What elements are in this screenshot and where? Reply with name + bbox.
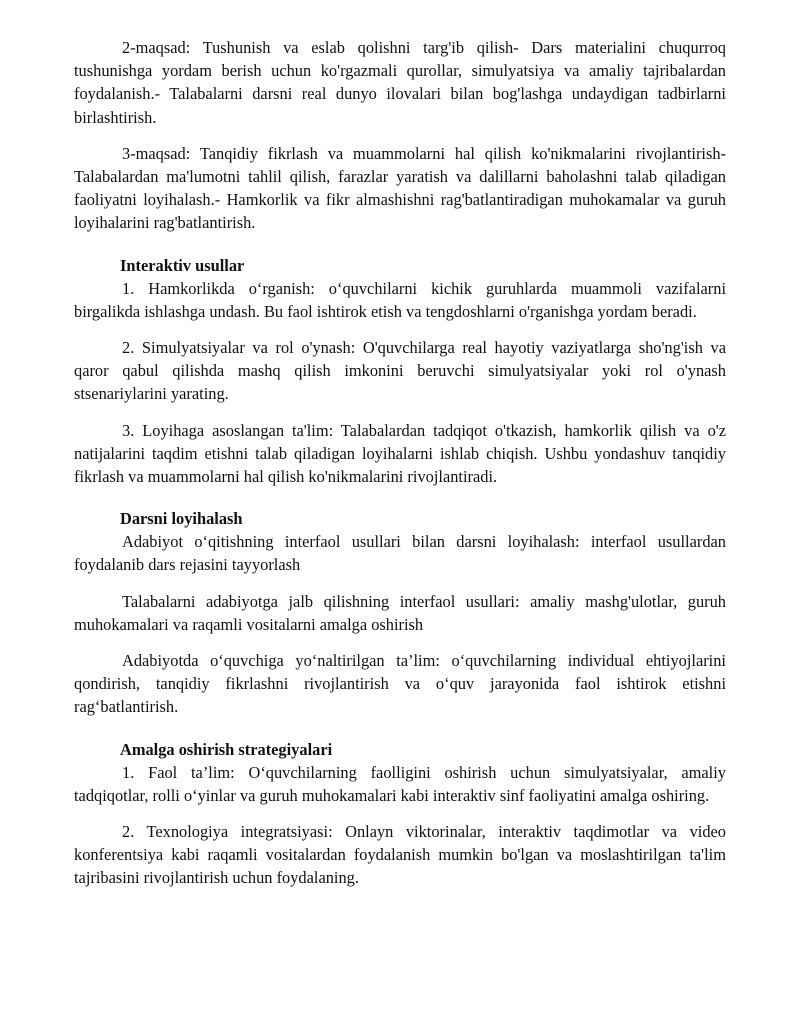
lesson-design-heading: Darsni loyihalash	[120, 509, 243, 529]
interactive-methods-heading: Interaktiv usullar	[120, 255, 245, 275]
goal-2-paragraph: 2-maqsad: Tushunish va eslab qolishni targ'ib qilish- Dars materialini chuqurroq tushunishga yordam berish uchun ko'rgazmali qurollar, simulyatsiya va amaliy tajribalardan foydalanish.- Talabalarni darsni real dunyo ilovalari bilan bog'lashga undaydigan tadbirlarni birlashtirish.	[74, 38, 726, 127]
strategy-item-1: 1. Faol ta’lim: O‘quvchilarning faolligini oshirish uchun simulyatsiyalar, amaliy tadqiqotlar, rolli o‘yinlar va guruh muhokamalari kabi interaktiv sinf faoliyatini amalga oshiring.	[74, 762, 726, 805]
lesson-design-paragraph-1: Adabiyot o‘qitishning interfaol usullari bilan darsni loyihalash: interfaol usullardan foydalanib dars rejasini tayyorlash	[74, 532, 726, 575]
strategy-item-2: 2. Texnologiya integratsiyasi: Onlayn viktorinalar, interaktiv taqdimotlar va video konferentsiya kabi raqamli vositalardan foydalanish mumkin bo'lgan va moslashtirilgan ta'lim tajribasini rivojlantirish uchun foydalaning.	[74, 822, 726, 888]
goal-3-paragraph: 3-maqsad: Tanqidiy fikrlash va muammolarni hal qilish ko'nikmalarini rivojlantirish- Talabalardan ma'lumotni tahlil qilish, farazlar yaratish va dalillarni baholashni talab qiladigan faoliyatni loyihalash.- Hamkorlik va fikr almashishni rag'batlantiradigan muhokamalar va guruh loyihalarini rag'batlantirish.	[74, 143, 726, 233]
lesson-design-paragraph-2: Talabalarni adabiyotga jalb qilishning interfaol usullari: amaliy mashg'ulotlar, guruh muhokamalari va raqamli vositalarni amalga oshirish	[74, 591, 726, 634]
interactive-item-3: 3. Loyihaga asoslangan ta'lim: Talabalardan tadqiqot o'tkazish, hamkorlik qilish va o'z natijalarini taqdim etishni talab qiladigan loyihalarni ishlab chiqish. Ushbu yondashuv tanqidiy fikrlash va muammolarni hal qilish ko'nikmalarini rivojlantiradi.	[74, 420, 726, 487]
strategies-heading: Amalga oshirish strategiyalari	[120, 739, 333, 759]
interactive-item-1: 1. Hamkorlikda o‘rganish: o‘quvchilarni kichik guruhlarda muammoli vazifalarni birgalikda ishlashga undash. Bu faol ishtirok etish va tengdoshlarni o'rganishga yordam beradi.	[74, 278, 726, 321]
interactive-item-2: 2. Simulyatsiyalar va rol o'ynash: O'quvchilarga real hayotiy vaziyatlarga sho'ng'ish va qaror qabul qilishda mashq qilish imkonini beruvchi simulyatsiyalar yoki rol o'ynash stsenariylarini yarating.	[74, 338, 726, 404]
document-page	[74, 36, 726, 890]
lesson-design-paragraph-3: Adabiyotda o‘quvchiga yo‘naltirilgan ta’lim: o‘quvchilarning individual ehtiyojlarini qondirish, tanqidiy fikrlashni rivojlantirish va o‘quv jarayonida faol ishtirok etishni rag‘batlantirish.	[74, 651, 726, 717]
